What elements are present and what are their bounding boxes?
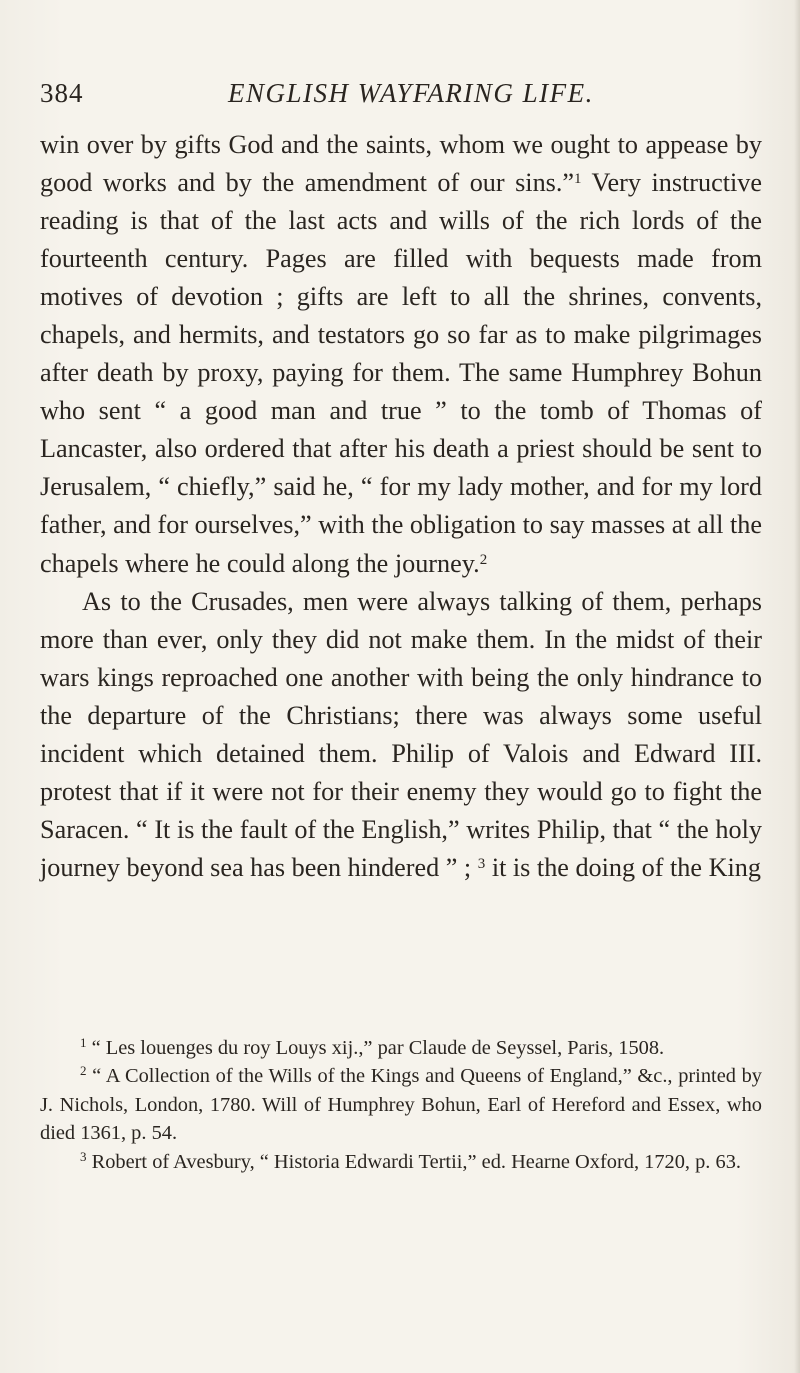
footnote-1 — [40, 1034, 762, 1062]
footnote-3 — [40, 1148, 762, 1176]
paragraph-2-text-a: As to the Crusades, men were always talking of them, perhaps more than ever, only they did not make them. In the midst of their wars kings reproached one another with being the only hindrance to the departure of the Christians; there was always some useful incident which detained them. Philip of Valois and Edward III. protest that if it were not for their enemy they would go to fight the Saracen. “ It is the fault of the English,” writes Philip, that “ the holy journey beyond sea has been hindered ” ; — [40, 586, 762, 882]
footnote-mark-2: 2 — [80, 1063, 87, 1079]
footnote-ref-2: 2 — [479, 551, 488, 568]
footnote-3-text: Robert of Avesbury, “ Historia Edwardi Tertii,” ed. Hearne Oxford, 1720, p. 63. — [86, 1150, 741, 1173]
footnote-2-text: “ A Collection of the Wills of the Kings and Queens of England,” &c., printed by J. Nichols, London, 1780. Will of Humphrey Bohun, Earl of Hereford and Essex, who died 1361, p. 54. — [40, 1065, 762, 1145]
paragraph-1-text-b: Very instructive reading is that of the last acts and wills of the rich lords of the fourteenth century. Pages are filled with bequests made from motives of devotion ; gifts are left to all the shrines, convents, chapels, and hermits, and testators go so far as to make pilgrimages after death by proxy, paying for them. The same Humphrey Bohun who sent “ a good man and true ” to the tomb of Thomas of Lancaster, also ordered that after his death a priest should be sent to Jerusalem, “ chiefly,” said he, “ for my lady mother, and for my lord father, and for ourselves,” with the obligation to say masses at all the chapels where he could along the journey. — [40, 168, 763, 578]
body-text — [40, 126, 762, 887]
footnote-ref-3: 3 — [477, 855, 486, 872]
page-header — [40, 78, 760, 114]
page-number: 384 — [40, 78, 84, 108]
paragraph-1 — [40, 126, 762, 583]
footnote-ref-1: 1 — [574, 170, 582, 187]
paragraph-2 — [40, 583, 762, 887]
page-edge-shadow — [794, 0, 800, 1373]
paragraph-1-text-a: win over by gifts God and the saints, whom we ought to appease by good works and by the amendment of our sins.” — [40, 130, 762, 198]
footnote-2 — [40, 1062, 762, 1147]
footnote-mark-3: 3 — [80, 1148, 87, 1164]
footnote-mark-1: 1 — [80, 1034, 87, 1050]
footnotes — [40, 1034, 762, 1176]
footnote-1-text: “ Les louenges du roy Louys xij.,” par Claude de Seyssel, Paris, 1508. — [86, 1037, 665, 1059]
paragraph-2-text-b: it is the doing of the King — [485, 852, 761, 882]
running-title: ENGLISH WAYFARING LIFE. — [228, 78, 594, 108]
